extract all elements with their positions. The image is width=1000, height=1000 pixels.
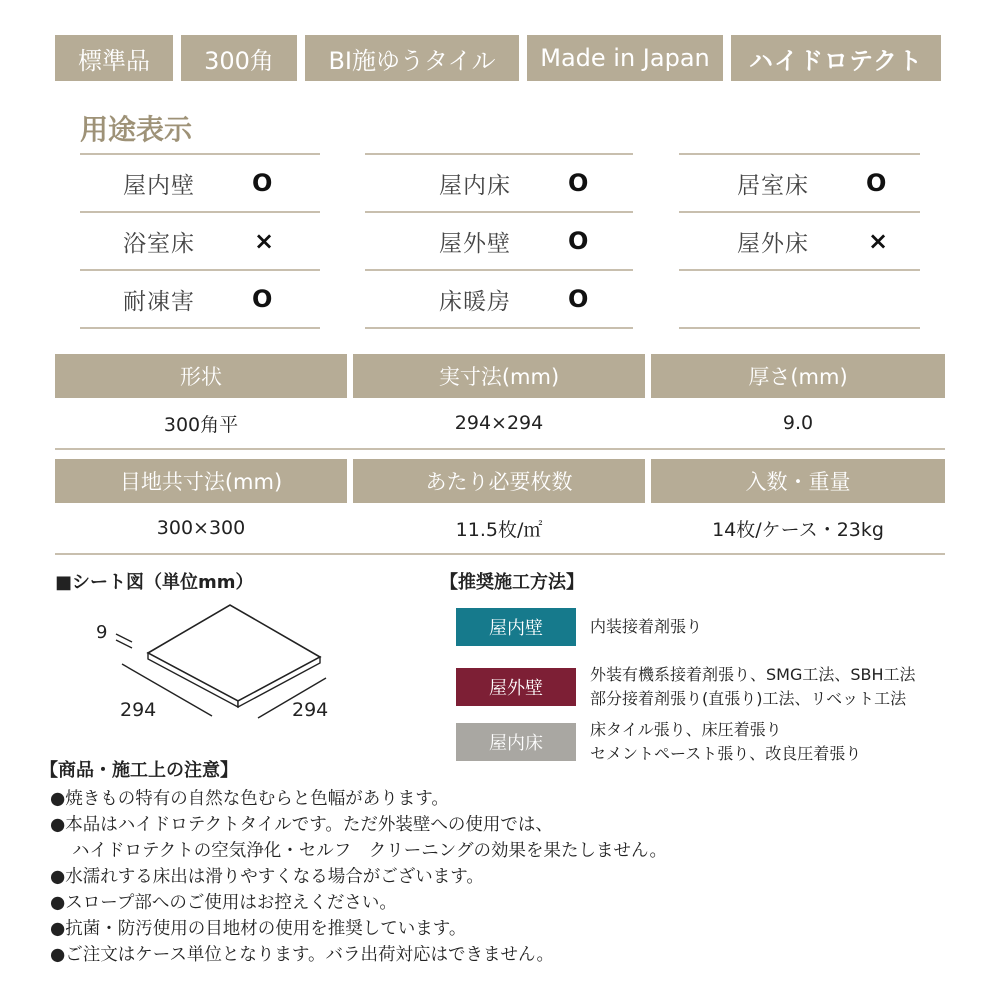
thickness-label: 9 (96, 622, 108, 643)
usage-mark: O (252, 285, 273, 313)
usage-row (679, 211, 920, 269)
usage-mark: O (568, 285, 589, 313)
usage-row (80, 153, 320, 211)
usage-row (80, 211, 320, 269)
usage-label: 屋内床 (439, 172, 511, 199)
tile-sheet-diagram (80, 600, 360, 730)
usage-label: 浴室床 (123, 230, 195, 257)
usage-column-3 (679, 153, 920, 329)
method-badge-interior-floor: 屋内床 (456, 723, 576, 761)
note-item: ●本品はハイドロテクトタイルです。ただ外装壁への使用では、 (50, 815, 553, 835)
usage-label: 耐凍害 (123, 288, 195, 315)
tag-glaze: BI施ゆうタイル (305, 35, 519, 81)
usage-mark: O (866, 169, 887, 197)
spec-header-row (55, 459, 945, 503)
method-line: 内装接着剤張り (590, 617, 703, 636)
spec-table-1 (55, 354, 945, 450)
usage-title: 用途表示 (80, 113, 193, 146)
method-desc (590, 718, 861, 766)
tile-top-face (148, 605, 320, 701)
spec-value-shape: 300角平 (163, 413, 239, 436)
usage-column-1 (80, 153, 320, 329)
method-row-interior-floor (456, 718, 861, 766)
usage-label: 屋内壁 (123, 172, 195, 199)
spec-header-pieces-needed: あたり必要枚数 (353, 459, 645, 503)
spec-value-thickness: 9.0 (782, 412, 814, 434)
width-label-right: 294 (292, 699, 329, 721)
method-badge-interior-wall: 屋内壁 (456, 608, 576, 646)
tag-hydrotect: ハイドロテクト (731, 35, 941, 81)
spec-header-joint-size: 目地共寸法(mm) (55, 459, 347, 503)
usage-label: 屋外壁 (439, 230, 511, 257)
spec-value-quantity-weight: 14枚/ケース・23kg (712, 518, 884, 541)
usage-mark: O (252, 169, 273, 197)
method-line: 部分接着剤張り(直張り)工法、リベット工法 (590, 689, 907, 708)
spec-header-row (55, 354, 945, 398)
tag-bar (55, 35, 945, 81)
note-item: ●スロープ部へのご使用はお控えください。 (50, 893, 397, 913)
spec-value-row (55, 503, 945, 555)
usage-mark: × (254, 227, 275, 255)
usage-row (679, 153, 920, 211)
usage-mark: O (568, 169, 589, 197)
note-item: ●水濡れする床出は滑りやすくなる場合がございます。 (50, 867, 484, 887)
method-title: 【推奨施工方法】 (440, 572, 584, 593)
usage-row (365, 269, 633, 329)
tag-standard: 標準品 (55, 35, 173, 81)
width-label-left: 294 (120, 699, 157, 721)
spec-value-pieces-needed: 11.5枚/㎡ (455, 518, 543, 541)
usage-label: 屋外床 (737, 230, 809, 257)
method-badge-exterior-wall: 屋外壁 (456, 668, 576, 706)
usage-row (365, 211, 633, 269)
spec-table-2 (55, 459, 945, 555)
tag-size: 300角 (181, 35, 297, 81)
spec-header-actual-size: 実寸法(mm) (353, 354, 645, 398)
usage-row (365, 153, 633, 211)
spec-header-shape: 形状 (55, 354, 347, 398)
note-item-continuation: ハイドロテクトの空気浄化・セルフ クリーニングの効果を果たしません。 (72, 841, 667, 861)
spec-value-joint-size: 300×300 (156, 517, 246, 539)
method-desc (590, 663, 916, 711)
tag-made-in-japan: Made in Japan (527, 35, 723, 81)
usage-mark: O (568, 227, 589, 255)
notes-title: 【商品・施工上の注意】 (40, 760, 238, 781)
sheet-diagram-title: ■シート図（単位mm） (55, 572, 254, 593)
usage-label: 床暖房 (439, 288, 511, 315)
method-line: 床タイル張り、床圧着張り (590, 720, 782, 739)
usage-row (80, 269, 320, 329)
spec-value-actual-size: 294×294 (454, 412, 544, 434)
method-row-interior-wall (456, 608, 702, 646)
notes-list (50, 786, 950, 968)
method-row-exterior-wall (456, 663, 916, 711)
usage-mark: × (868, 227, 889, 255)
note-item: ●ご注文はケース単位となります。バラ出荷対応はできません。 (50, 945, 555, 965)
usage-label: 居室床 (737, 172, 809, 199)
spec-header-quantity-weight: 入数・重量 (651, 459, 945, 503)
method-line: セメントペースト張り、改良圧着張り (590, 744, 862, 763)
method-line: 外装有機系接着剤張り、SMG工法、SBH工法 (590, 665, 916, 684)
method-desc (590, 615, 702, 639)
usage-row (679, 269, 920, 329)
spec-header-thickness: 厚さ(mm) (651, 354, 945, 398)
usage-column-2 (365, 153, 633, 329)
note-item: ●焼きもの特有の自然な色むらと色幅があります。 (50, 789, 449, 809)
spec-value-row (55, 398, 945, 450)
note-item: ●抗菌・防汚使用の目地材の使用を推奨しています。 (50, 919, 467, 939)
